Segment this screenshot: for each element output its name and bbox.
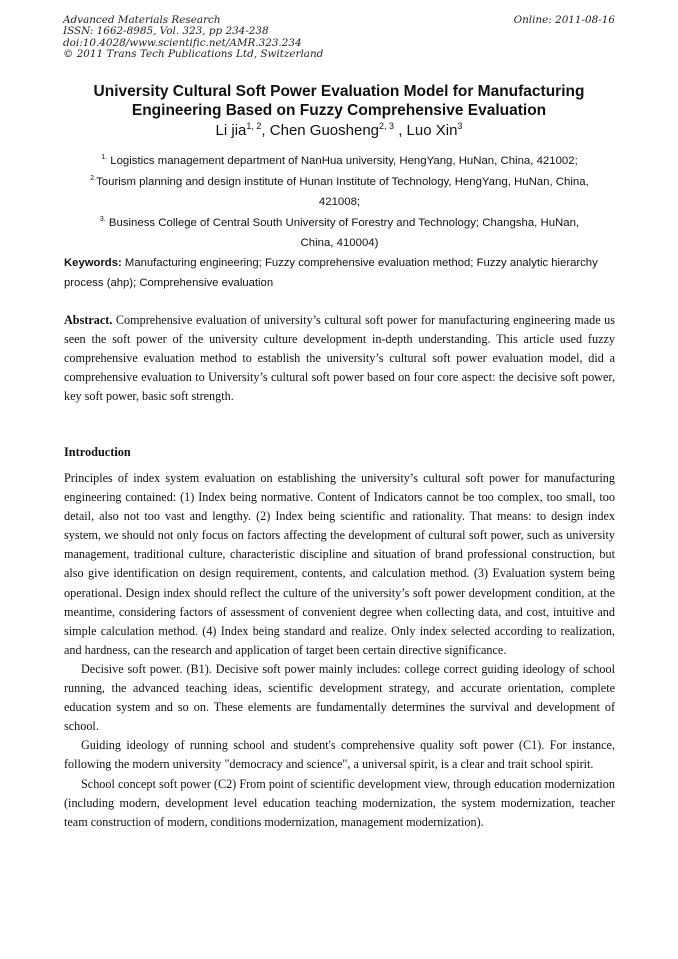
author-name: Luo Xin: [406, 122, 458, 139]
copyright-line: © 2011 Trans Tech Publications Ltd, Switzerland: [63, 48, 324, 61]
keywords: [64, 254, 616, 293]
paragraph: School concept soft power (C2) From point of scientific development view, through education modernization (including modern, development level education teaching modernization, the system modernization, teacher team construction of modern, conditions modernization, management modernization).: [64, 776, 615, 829]
affiliation-mark: 1.: [101, 154, 108, 161]
author-affiliation-mark: 2, 3: [379, 121, 395, 131]
paper-title: [40, 82, 638, 120]
affiliations: [62, 151, 617, 254]
author-name: Chen Guosheng: [269, 122, 380, 139]
paragraph: Decisive soft power. (B1). Decisive soft power mainly includes: college correct guiding ideology of school running, the advanced teaching ideas, scientific development strategy, and accurate orientation, complete education system and so on. These elements are fundamentally determines the survival and development of school.: [64, 661, 615, 734]
doi-line: doi:10.4028/www.scientific.net/AMR.323.234: [63, 36, 302, 49]
abstract-text: Comprehensive evaluation of university’s cultural soft power for manufacturing engineering made us seen the soft power of the university culture development in-depth understanding. This article used fuzzy comprehensive evaluation method to establish the university’s cultural soft power evaluation model, did a comprehensive evaluation to University’s cultural soft power based on four core aspect: the decisive soft power, key soft power, basic soft strength.: [64, 313, 615, 404]
affiliation-mark: 3.: [99, 215, 106, 223]
affiliation-3: [62, 213, 617, 234]
paragraph: Guiding ideology of running school and student's comprehensive quality soft power (C1). For instance, following the modern university "democracy and science", a universal spirit, is a clear and trait school spirit.: [64, 738, 615, 772]
affiliation-text: Logistics management department of NanHua university, HengYang, HuNan, China, 421002;: [107, 155, 578, 167]
keywords-text: Manufacturing engineering; Fuzzy comprehensive evaluation method; Fuzzy analytic hierarchy process (ahp); Comprehensive evaluation: [64, 257, 598, 289]
author-separator: ,: [261, 122, 270, 139]
title-line-2: Engineering Based on Fuzzy Comprehensive Evaluation: [131, 102, 547, 119]
abstract-label: Abstract.: [64, 313, 113, 327]
affiliation-text: Business College of Central South University of Forestry and Technology; Changsha, HuNan,: [105, 216, 580, 229]
author-separator: ,: [394, 122, 407, 139]
author-name: Li jia: [215, 122, 247, 139]
affiliation-mark: 2.: [90, 174, 97, 182]
issn-line: ISSN: 1662-8985, Vol. 323, pp 234-238: [63, 25, 269, 38]
author-affiliation-mark: 1, 2: [246, 121, 262, 131]
abstract: [64, 311, 615, 406]
affiliation-2: [62, 172, 617, 193]
author-list: [40, 121, 638, 141]
online-date: Online: 2011-08-16: [513, 14, 615, 26]
introduction-body: [64, 469, 615, 832]
journal-name: Advanced Materials Research: [63, 14, 221, 26]
affiliation-3-cont: China, 410004): [300, 237, 379, 249]
author-affiliation-mark: 3: [457, 121, 463, 131]
keywords-label: Keywords:: [64, 257, 122, 269]
affiliation-1: [62, 151, 617, 172]
affiliation-2-cont: 421008;: [318, 196, 361, 208]
affiliation-text: Tourism planning and design institute of Hunan Institute of Technology, HengYang, HuNan, China,: [96, 175, 589, 188]
paragraph: Principles of index system evaluation on establishing the university’s cultural soft power for manufacturing engineering contained: (1) Index being normative. Content of Indicators cannot be too complex, too small, too detail, also not too vast and lengthy. (2) Index being scientific and rationality. That means: to design index system, we should not only focus on factors affecting the development of cultural soft power, such as university management, traditional culture, characteristic discipline and situation of brand professional construction, but also give identification on design requirement, contents, and calculation method. (3) Evaluation system being operational. Design index should reflect the culture of the university’s soft power development condition, at the meantime, considering factors of assessment of convenient degree when collecting data, and cost, intuitive and simple calculation method. (4) Index being standard and realize. Only index selected according to realization, and hardness, can the research and application of target been certain directive significance.: [64, 471, 615, 657]
section-heading-introduction: Introduction: [64, 445, 131, 459]
title-line-1: University Cultural Soft Power Evaluation Model for Manufacturing: [93, 83, 585, 100]
journal-header: [63, 15, 615, 61]
